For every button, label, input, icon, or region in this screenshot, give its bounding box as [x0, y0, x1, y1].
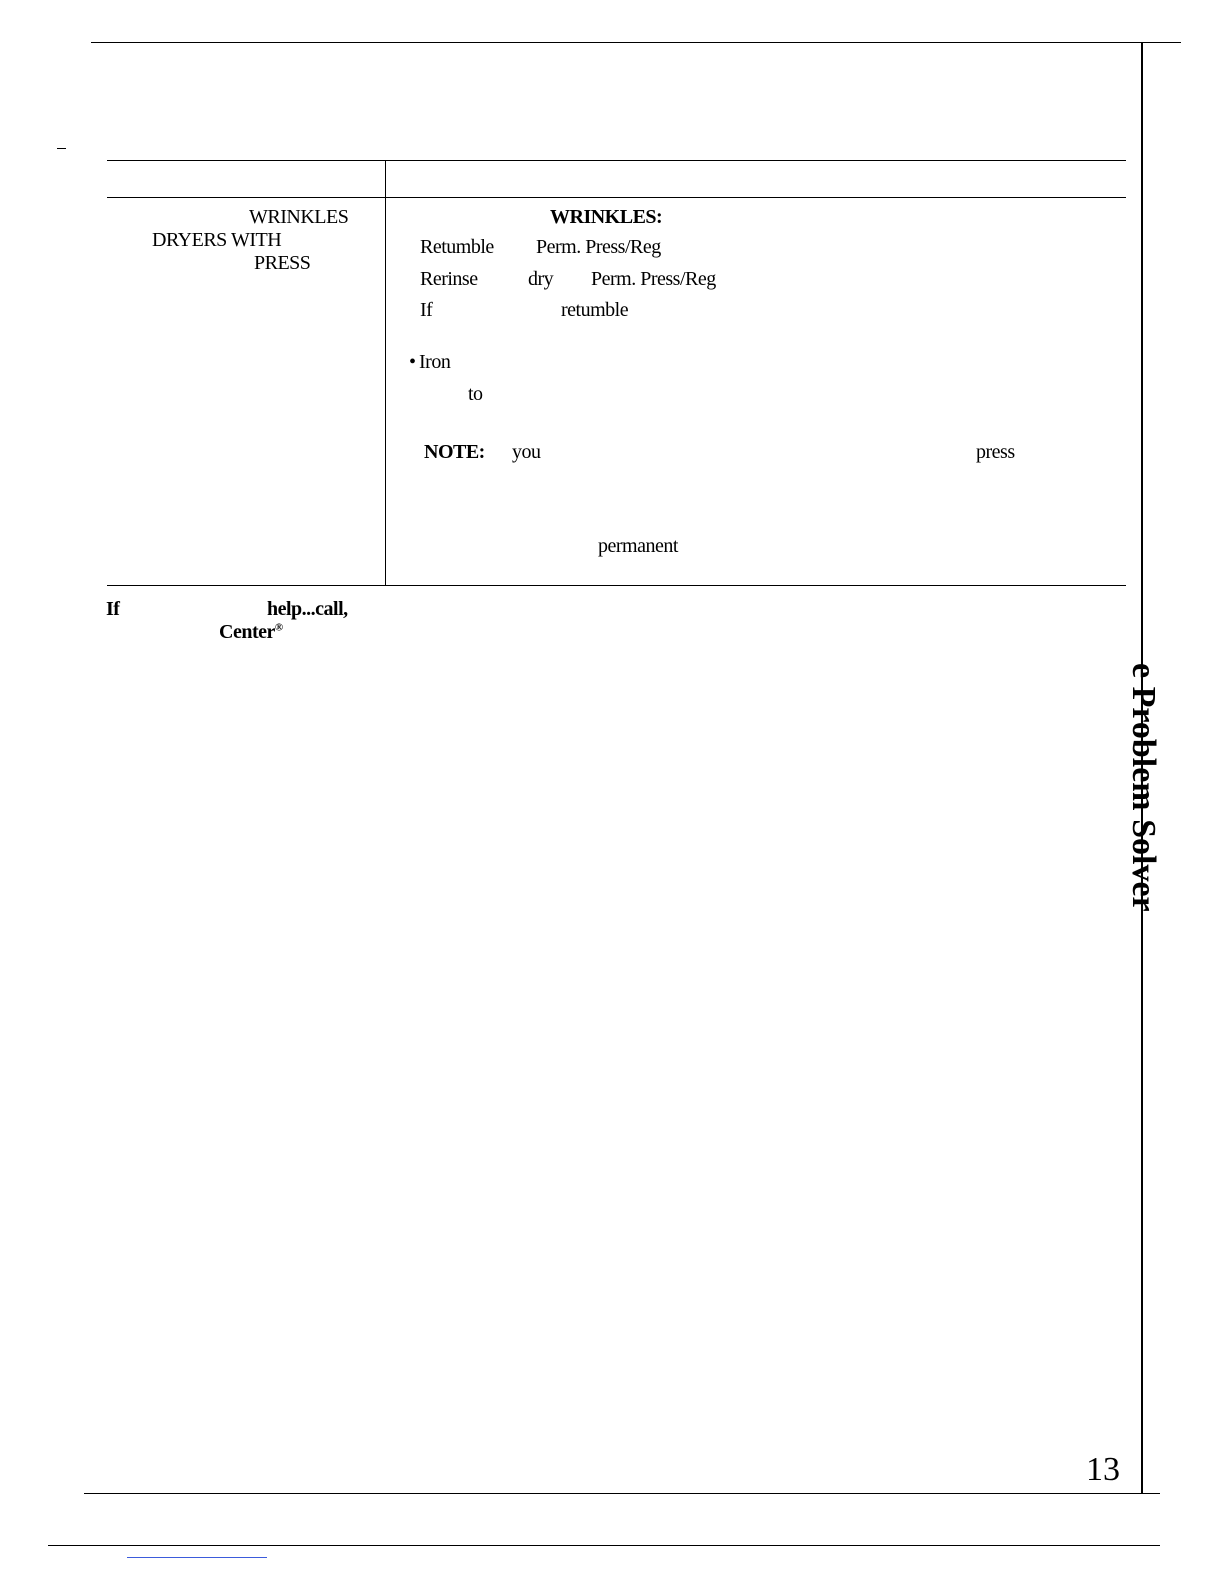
solution-heading: WRINKLES: [550, 206, 663, 228]
solution-rerinse: Rerinse [420, 268, 478, 290]
bottom-rule [84, 1493, 1160, 1494]
link-underline [127, 1557, 267, 1558]
solution-iron: Iron [419, 351, 451, 373]
solution-cycle-1: Perm. Press/Reg [536, 236, 661, 258]
table-top-rule [107, 160, 1126, 161]
note-permanent: permanent [598, 535, 678, 557]
solution-to: to [468, 383, 483, 405]
note-you: you [512, 441, 541, 463]
margin-dash [57, 148, 66, 149]
footer-center [219, 621, 283, 644]
note-label: NOTE: [424, 441, 485, 463]
bullet-icon: • [409, 351, 416, 373]
center-label: Center [219, 621, 275, 643]
solution-dry: dry [528, 268, 554, 290]
solution-retumble-2: retumble [561, 299, 629, 321]
page-number: 13 [1086, 1451, 1120, 1488]
problem-dryers-with: DRYERS WITH [152, 229, 282, 251]
table-header-rule [107, 197, 1126, 198]
solution-cycle-2: Perm. Press/Reg [591, 268, 716, 290]
footer-help-call: help...call, [267, 598, 348, 620]
problem-press: PRESS [254, 252, 311, 274]
section-side-tab: e Problem Solver [1125, 663, 1162, 912]
footer-if: If [106, 598, 120, 620]
table-column-divider [385, 160, 386, 586]
table-bottom-rule [107, 585, 1126, 586]
note-press: press [976, 441, 1015, 463]
problem-wrinkles: WRINKLES [249, 206, 349, 228]
solution-if: If [420, 299, 433, 321]
page-bottom-rule [48, 1545, 1160, 1546]
solution-retumble: Retumble [420, 236, 494, 258]
top-rule [91, 42, 1181, 43]
registered-mark: ® [274, 621, 283, 634]
